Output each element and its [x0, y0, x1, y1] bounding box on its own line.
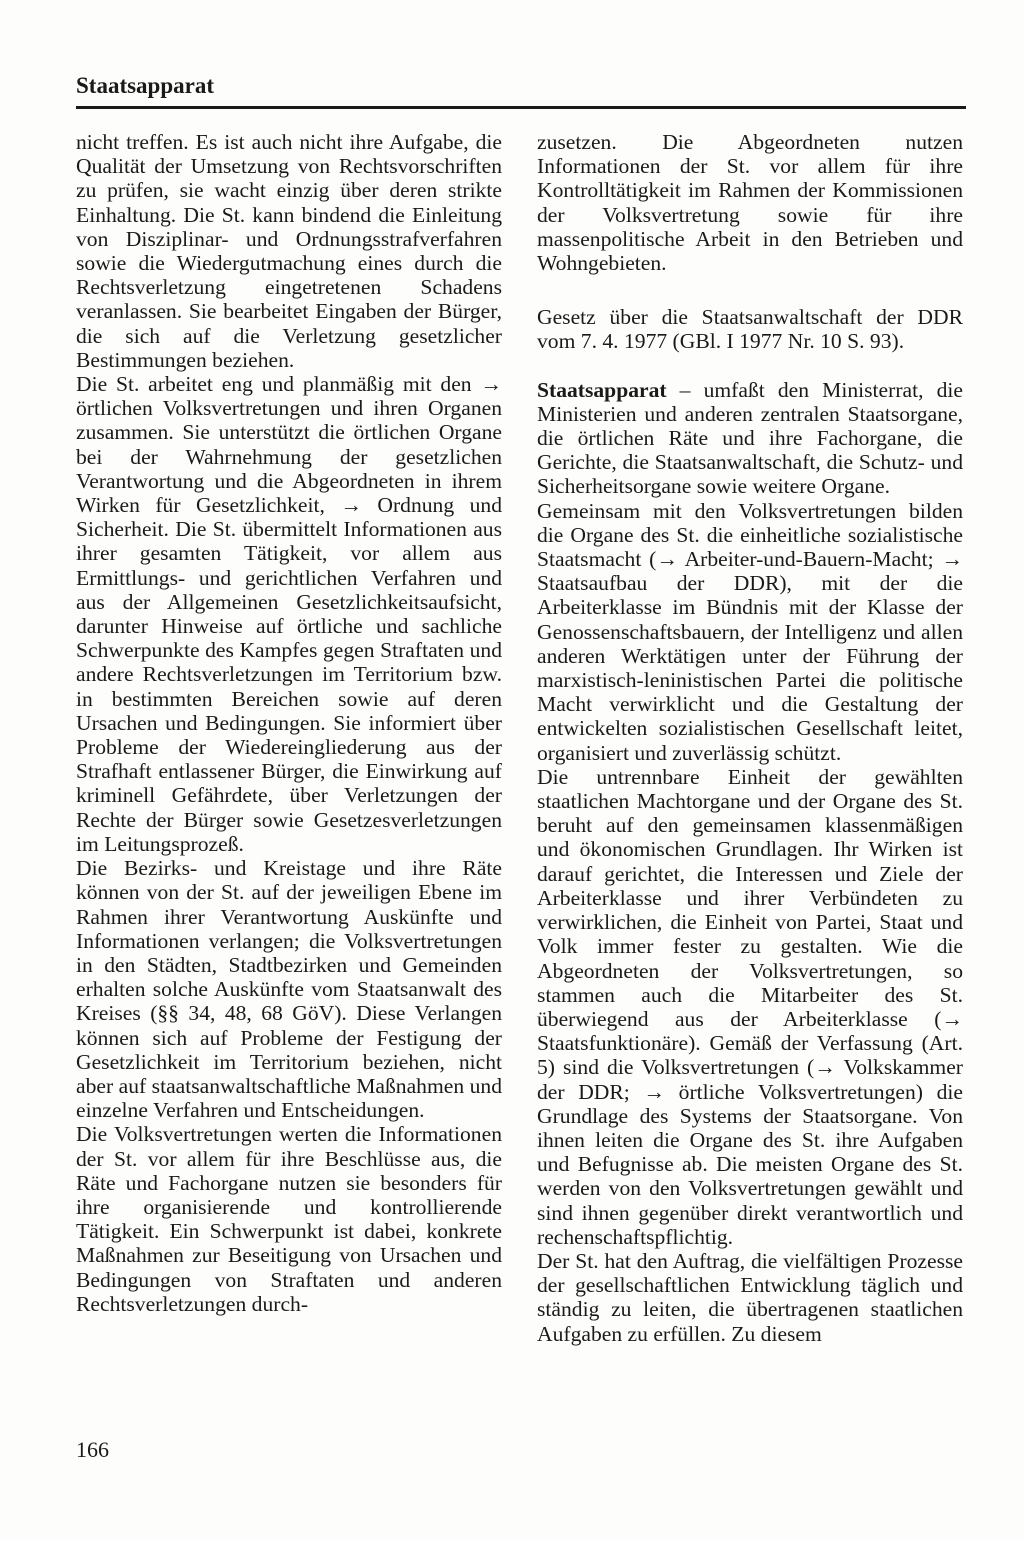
entry-definition: – umfaßt den Ministerrat, die Ministerien und anderen zentralen Staatsorgane, die örtlichen Räte und ihre Fachorgane, die Gerichte, die Staatsanwaltschaft, die Schutz- und Sicherheitsorgane sowie weitere Organe.: [537, 377, 963, 499]
dictionary-entry: [537, 378, 963, 499]
page-number: 166: [76, 1437, 109, 1462]
header-rule: [76, 106, 966, 109]
legal-reference: Gesetz über die Staatsanwaltschaft der DDR vom 7. 4. 1977 (GBl. I 1977 Nr. 10 S. 93).: [537, 305, 963, 354]
paragraph: Gemeinsam mit den Volksvertretungen bilden die Organe des St. die einheitliche sozialistische Staatsmacht (→ Arbeiter-und-Bauern-Macht; → Staatsaufbau der DDR), mit der die Arbeiterklasse im Bündnis mit der Klasse der Genossenschaftsbauern, der Intelligenz und allen anderen Werktätigen unter der Führung der marxistisch-leninistischen Partei die politische Macht verwirklicht und die Gestaltung der entwickelten sozialistischen Gesellschaft leitet, organisiert und zuverlässig schützt.: [537, 498, 963, 765]
paragraph-continuation: zusetzen. Die Abgeordneten nutzen Informationen der St. vor allem für ihre Kontrolltätigkeit im Rahmen der Kommissionen der Volksvertretung sowie für ihre massenpolitische Arbeit in den Betrieben und Wohngebieten.: [537, 130, 963, 276]
left-column: [76, 130, 502, 1316]
paragraph: Die Volksvertretungen werten die Informationen der St. vor allem für ihre Beschlüsse aus, die Räte und Fachorgane nutzen sie besonders für ihre organisierende und kontrollierende Tätigkeit. Ein Schwerpunkt ist dabei, konkrete Maßnahmen zur Beseitigung von Ursachen und Bedingungen von Straftaten und anderen Rechtsverletzungen durch-: [76, 1122, 502, 1316]
right-column: [537, 130, 963, 1346]
entry-headword: Staatsapparat: [537, 377, 667, 402]
paragraph: Die Bezirks- und Kreistage und ihre Räte können von der St. auf der jeweiligen Ebene im Rahmen ihrer Verantwortung Auskünfte und Informationen verlangen; die Volksvertretungen in den Städten, Stadtbezirken und Gemeinden erhalten solche Auskünfte vom Staatsanwalt des Kreises (§§ 34, 48, 68 GöV). Diese Verlangen können sich auf Probleme der Festigung der Gesetzlichkeit im Territorium beziehen, nicht aber auf staatsanwaltschaftliche Maßnahmen und einzelne Verfahren und Entscheidungen.: [76, 856, 502, 1123]
paragraph: Der St. hat den Auftrag, die vielfältigen Prozesse der gesellschaftlichen Entwicklung täglich und ständig zu leiten, die übertragenen staatlichen Aufgaben zu erfüllen. Zu diesem: [537, 1248, 963, 1346]
paragraph: nicht treffen. Es ist auch nicht ihre Aufgabe, die Qualität der Umsetzung von Rechtsvorschriften zu prüfen, sie wacht einzig über deren strikte Einhaltung. Die St. kann bindend die Einleitung von Disziplinar- und Ordnungsstrafverfahren sowie die Wiedergutmachung eines durch die Rechtsverletzung eingetretenen Schadens veranlassen. Sie bearbeitet Eingaben der Bürger, die sich auf die Verletzung gesetzlicher Bestimmungen beziehen.: [76, 130, 502, 372]
paragraph: Die untrennbare Einheit der gewählten staatlichen Machtorgane und der Organe des St. beruht auf den gemeinsamen klassenmäßigen und ökonomischen Grundlagen. Ihr Wirken ist darauf gerichtet, die Interessen und Ziele der Arbeiterklasse und ihrer Verbündeten zu verwirklichen, die Einheit von Partei, Staat und Volk immer fester zu gestalten. Wie die Abgeordneten der Volksvertretungen, so stammen auch die Mitarbeiter des St. überwiegend aus der Arbeiterklasse (→ Staatsfunktionäre). Gemäß der Verfassung (Art. 5) sind die Volksvertretungen (→ Volkskammer der DDR; → örtliche Volksvertretungen) die Grundlage des Systems der Staatsorgane. Von ihnen leiten die Organe des St. ihre Aufgaben und Befugnisse ab. Die meisten Organe des St. werden von den Volksvertretungen gewählt und sind ihnen gegenüber direkt verantwortlich und rechenschaftspflichtig.: [537, 764, 963, 1249]
running-head: Staatsapparat: [76, 73, 215, 98]
paragraph: Die St. arbeitet eng und planmäßig mit den → örtlichen Volksvertretungen und ihren Organen zusammen. Sie unterstützt die örtlichen Organe bei der Wahrnehmung der gesetzlichen Verantwortung und die Abgeordneten in ihrem Wirken für Gesetzlichkeit, → Ordnung und Sicherheit. Die St. übermittelt Informationen aus ihrer gesamten Tätigkeit, vor allem aus Ermittlungs- und gerichtlichen Verfahren und aus der Allgemeinen Gesetzlichkeitsaufsicht, darunter Hinweise auf örtliche und sachliche Schwerpunkte des Kampfes gegen Straftaten und andere Rechtsverletzungen im Territorium bzw. in bestimmten Bereichen sowie auf deren Ursachen und Bedingungen. Sie informiert über Probleme der Wiedereingliederung aus der Strafhaft entlassener Bürger, die Einwirkung auf kriminell Gefährdete, über Verletzungen der Rechte der Bürger sowie Gesetzesverletzungen im Leitungsprozeß.: [76, 372, 502, 856]
